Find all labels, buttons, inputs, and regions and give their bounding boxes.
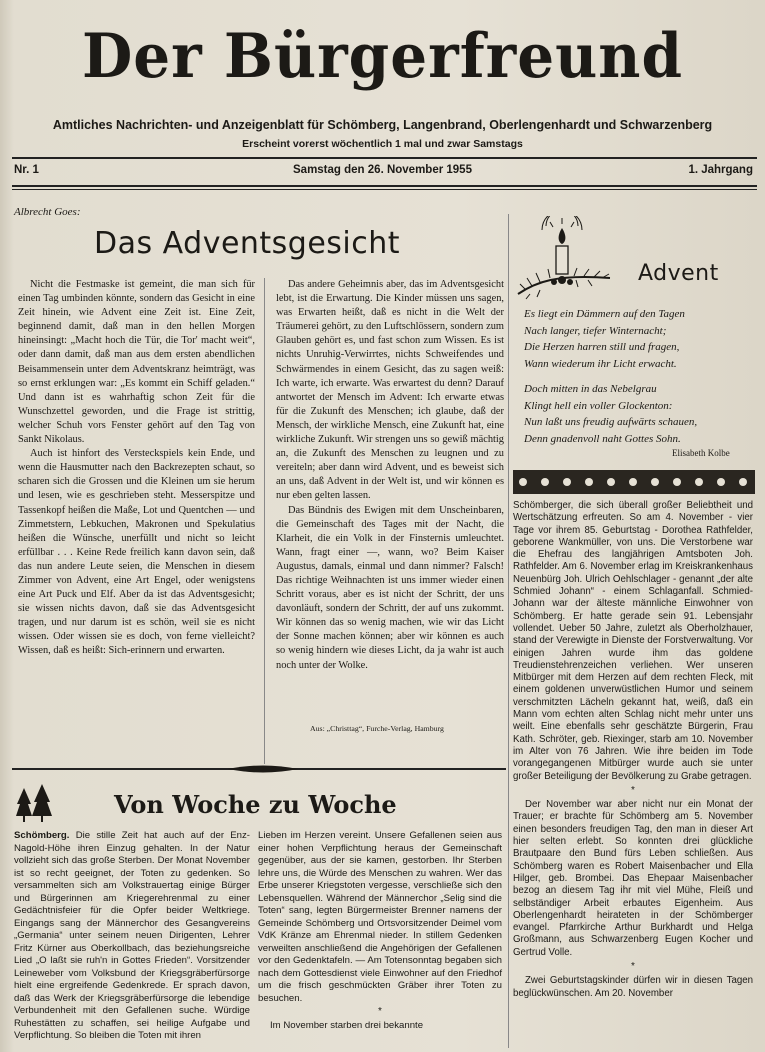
woche-text: Die stille Zeit hat auch auf der Enz-Nagold-Höhe ihren Einzug gehalten. In der Natur vollzieht sich das große Sterben. Der Monat November ist so recht geeignet, der Toten zu gedenken. So versammelten sich am Volkstrauertag einige Bürger und Bürgerinnen am Kriegerehrenmal zu einer Gedächtnisfeier für die Opfer beider Weltkriege. Eingangs sang der Männerchor des Gesangvereins „Germania“ unter seinem neuen Dirigenten, Lehrer Fritz Kürner aus Oberkollbach, das beziehungsreiche Lied „O laßt sie ruh'n in Gottes Frieden“. Vorsitzender Leineweber vom Volksbund der Kriegsgräberfürsorge hielt eine ergreifende Gedenkrede. Er sprach davon, daß das Werk der Kriegsgräberfürsorge die lebendige Verbundenheit mit den Gefallenen suche. Würdige Ruhestätten zu schaffen, sei heilige Aufgabe und Verpflichtung. So bleiben die Toten mit ihren [14, 830, 251, 1041]
poem-line: Die Herzen harren still und fragen, [524, 341, 680, 353]
issue-year: 1. Jahrgang [688, 164, 753, 176]
news-paragraph: Zwei Geburtstagskinder dürfen wir in diesen Tagen beglückwünschen. Am 20. November [513, 975, 753, 999]
column-divider [264, 278, 265, 764]
poem-line: Denn gnadenvoll naht Gottes Sohn. [524, 432, 681, 445]
issue-number: Nr. 1 [14, 164, 39, 176]
column-divider-right [508, 214, 509, 1048]
fir-trees-icon [16, 784, 52, 824]
news-paragraph: Schömberger, die sich überall großer Beliebtheit und Wertschätzung erfreuten. So am 4. November - vier Tage vor ihrem 85. Geburtstag - Dorothea Rathfelder, geborene Wankmüller, von uns. Die Verstorbene war die Ehefrau des langjährigen Amtsboten Joh. Rathfelder. Am 6. November erlag im Kreiskrankenhaus Neuenbürg Joh. Ulrich Oehlschlager - genannt „der alte Schmied Johann“ - einem Schlaganfall. Schmied-Johann war der älteste männliche Einwohner von Schömberg. Er hatte gerade sein 91. Lebensjahr vollendet. Ueber 50 Jahre, zuletzt als Oberholzhauer, stand der Verewigte in Dienste der Forstverwaltung. Vor einigen Jahren wurde ihm das goldene Treudienstehrenzeichen verliehen. Wer unseren Mitbürger mit dem Herzen auf dem rechten Fleck, mit einem goldenen unverwüstlichen Humor und seinem verschmitzten Lächeln gekannt hat, weiß, daß ein Mann vom echten alten Schlag nicht mehr unter uns weilt. Eine ebenfalls sehr geschätzte Bürgerin, Frau Kath. Schröter, geb. Riexinger, starb am 10. November im Alter von 76 Jahren. Wie ihre beiden im Tode vorangegangenen Mitbürger wurde auch sie unter großer Beteiligung der Bevölkerung zu Grabe getragen. [513, 500, 753, 782]
article-paragraph: Nicht die Festmaske ist gemeint, die man sich für einen Tag umbinden könnte, sondern das Gesicht in eine Zeit hinein, wie Advent eine Zeit ist. Eine Zeit, beginnend damit, daß man in den hellen Morgen hineinsingt: „Macht hoch die Tür, die Tor' macht weit“, oder dann damit, daß man aus dem ersten abendlichen Beisammensein unter dem Adventskranz heimträgt, was so ernst erklungen war: „Es kommt ein Schiff geladen.“ Und dann ist es wahrhaftig schon Zeit für die Wunschzettel geworden, und die Frage ist strittig, welcher Schuh vors Fenster gehört auf den Tag von Sankt Nikolaus. [18, 279, 255, 446]
masthead-frequency: Erscheint vorerst wöchentlich 1 mal und zwar Samstags [242, 138, 523, 150]
article-title: Das Adventsgesicht [94, 226, 401, 261]
woche-paragraph: Im November starben drei bekannte [270, 1019, 424, 1031]
woche-paragraph [14, 830, 250, 1043]
masthead-subtitle: Amtliches Nachrichten- und Anzeigenblatt für Schömberg, Langenbrand, Oberlengenhardt und Schwarzenberg [52, 118, 713, 132]
place-lead: Schömberg. [14, 830, 70, 841]
poem-line: Nach langer, tiefer Winternacht; [524, 324, 667, 337]
article-column-1 [18, 278, 255, 659]
ornament-border [513, 470, 755, 494]
article-paragraph: Auch ist hinfort des Versteckspiels kein Ende, und wenn die Hausmutter nach den Backrezepten schaut, so scharen sich die Grossen und die Kleinen um sie herum und lesen, wie es geschrieben steht. Messerspitze und Tassenkopf heißen die Maße, Lot und Quentchen — und Zimmetstern, Lebkuchen, Makronen und Spekulatius heißen die Wünsche, unerfüllt und nicht so leicht erfüllbar . . . Keine Rede freilich kann davon sein, daß das nun andere Leute seien, die Menschen in diesem Zimmer von Advent, eine Art Engel, oder wenigstens eine Art Puck und Elf. Aber da ist das Adventsgesicht; sie wissen nichts davon, daß sie das Adventsgesicht tragen, und nur darum ist es schön, weil sie es nicht wissen. Oder wissen sie es doch, von ferne vielleicht? Wissen, daß es heißt: Sich-erinnern und erwarten. [18, 448, 255, 657]
poem-line: Doch mitten in das Nebelgrau [524, 383, 657, 395]
issue-date: Samstag den 26. November 1955 [293, 164, 472, 176]
rule-under-issue [12, 185, 757, 187]
article-column-2 [276, 278, 504, 673]
woche-column-1 [14, 830, 250, 1043]
poem-line: Nun laßt uns freudig aufwärts schauen, [524, 416, 698, 428]
section-star: * [631, 784, 635, 796]
section-title: Von Woche zu Woche [114, 790, 397, 819]
article-source: Aus: „Christtag“, Furche-Verlag, Hamburg [310, 724, 444, 733]
poem-body [524, 306, 756, 447]
local-news-right [513, 500, 753, 1000]
article-paragraph: Das andere Geheimnis aber, das im Adventsgesicht lebt, ist die Erwartung. Die Kinder müssen uns sagen, was Erwarten heißt, daß es nicht in die Welt der Träumerei gehört, zu den Luftschlössern, sondern zum Glauben gehört es, und fast schon zum Wissen. Es ist nichts Unruhig-Verwirrtes, nichts Schweifendes und Schwärmendes in einem Gesicht, das zu sagen weiß: Ich warte, ich erwarte. Was erwartest du denn? Darauf antwortet der Mensch im Advent: Ich erwarte etwas für die Zukunft des Menschen; ich glaube, daß der Mensch, der wirkliche Mensch, eine Zukunft hat, eine wirkliche Zukunft. Wir strengen uns so gewiß mächtig an, die Zukunft des Menschen zu leugnen und zu vereiteln; aber dann wird Advent, und es beweist sich an uns, daß Advent in der Welt ist, und wir können es nur eben gelten lassen. [276, 279, 504, 502]
poem-line: Klingt hell ein voller Glockenton: [524, 399, 673, 412]
article-author: Albrecht Goes: [14, 206, 81, 218]
rule-top [12, 157, 757, 159]
section-star: * [378, 1006, 382, 1017]
poem-author: Elisabeth Kolbe [672, 448, 730, 458]
masthead-title: Der Bürgerfreund [81, 20, 683, 92]
candle-illustration [516, 216, 612, 300]
section-star: * [631, 960, 635, 972]
rule-under-issue-thin [12, 189, 757, 190]
woche-paragraph: Lieben im Herzen vereint. Unsere Gefallenen seien aus einer hohen Verpflichtung heraus der Gemeinschaft gegenüber, aus der sie kamen, gestorben. Ihr Sterben lehre uns, die Würde des Menschen zu wahren. Wer das Erbe unserer Kriegstoten vergesse, verschließe sich den Lebensquellen. Während der Männerchor „Selig sind die Toten“ sang, legten Bürgermeister Brenner namens der Gemeinde Schömberg und Ortsvorsitzender Deimel vom VdK Kränze am Ehrenmal nieder. In stillem Gedenken verweilten anschließend die Angehörigen der Gefallenen vor den Gedenktafeln. — Am Totensonntag begaben sich nach dem Gottesdienst viele Einwohner auf den Friedhof um die frisch geschmückten Gräber ihrer Toten zu besuchen. [258, 830, 502, 1004]
poem-title: Advent [638, 261, 719, 286]
news-paragraph: Der November war aber nicht nur ein Monat der Trauer; er brachte für Schömberg am 5. November einen besonders freudigen Tag, den man in dieser Art hier selten erlebt. So konnten drei glückliche Brautpaare den Bund fürs Leben schließen. Aus Schömberg waren es Robert Maisenbacher und Ella Hilger, geb. Brombei. Das Ehepaar Maisenbacher bezog an diesem Tag ihr mit viel Mühe, Fleiß und selbständiger Arbeit erbautes Eigenheim. Aus Oberlengenhardt heirateten in der Schömberger evangel. Pfarrkirche Arthur Burkhardt und Helga Großmann, aus Schwarzenberg Eugen Kocher und Gertrud Volle. [513, 799, 753, 958]
poem-line: Es liegt ein Dämmern auf den Tagen [524, 308, 685, 320]
woche-column-2 [258, 830, 502, 1032]
divider-ornament [228, 764, 298, 774]
article-paragraph: Das Bündnis des Ewigen mit dem Unscheinbaren, die Gemeinschaft des Tages mit der Nacht, die Klarheit, die ein Volk in der Finsternis umleuchtet. Wann, fragt einer —, wann, wo? Beim Kaiser Augustus, damals, einmal und dann nimmer? Falsch! Das richtige Weihnachten ist uns immer wieder einen Schritt voraus, aber es ist nicht der Schritt, der uns davonläuft, sondern der Schritt, der auf uns zukommt. Wir können das so wenig machen, wie wir das Licht der Sonne machen können; aber wir können es auch so wenig hindern wie dieses Licht, da ja wahr ist auch noch unter der Wolke. [276, 504, 504, 671]
poem-line: Wann wiederum ihr Licht erwacht. [524, 357, 677, 370]
